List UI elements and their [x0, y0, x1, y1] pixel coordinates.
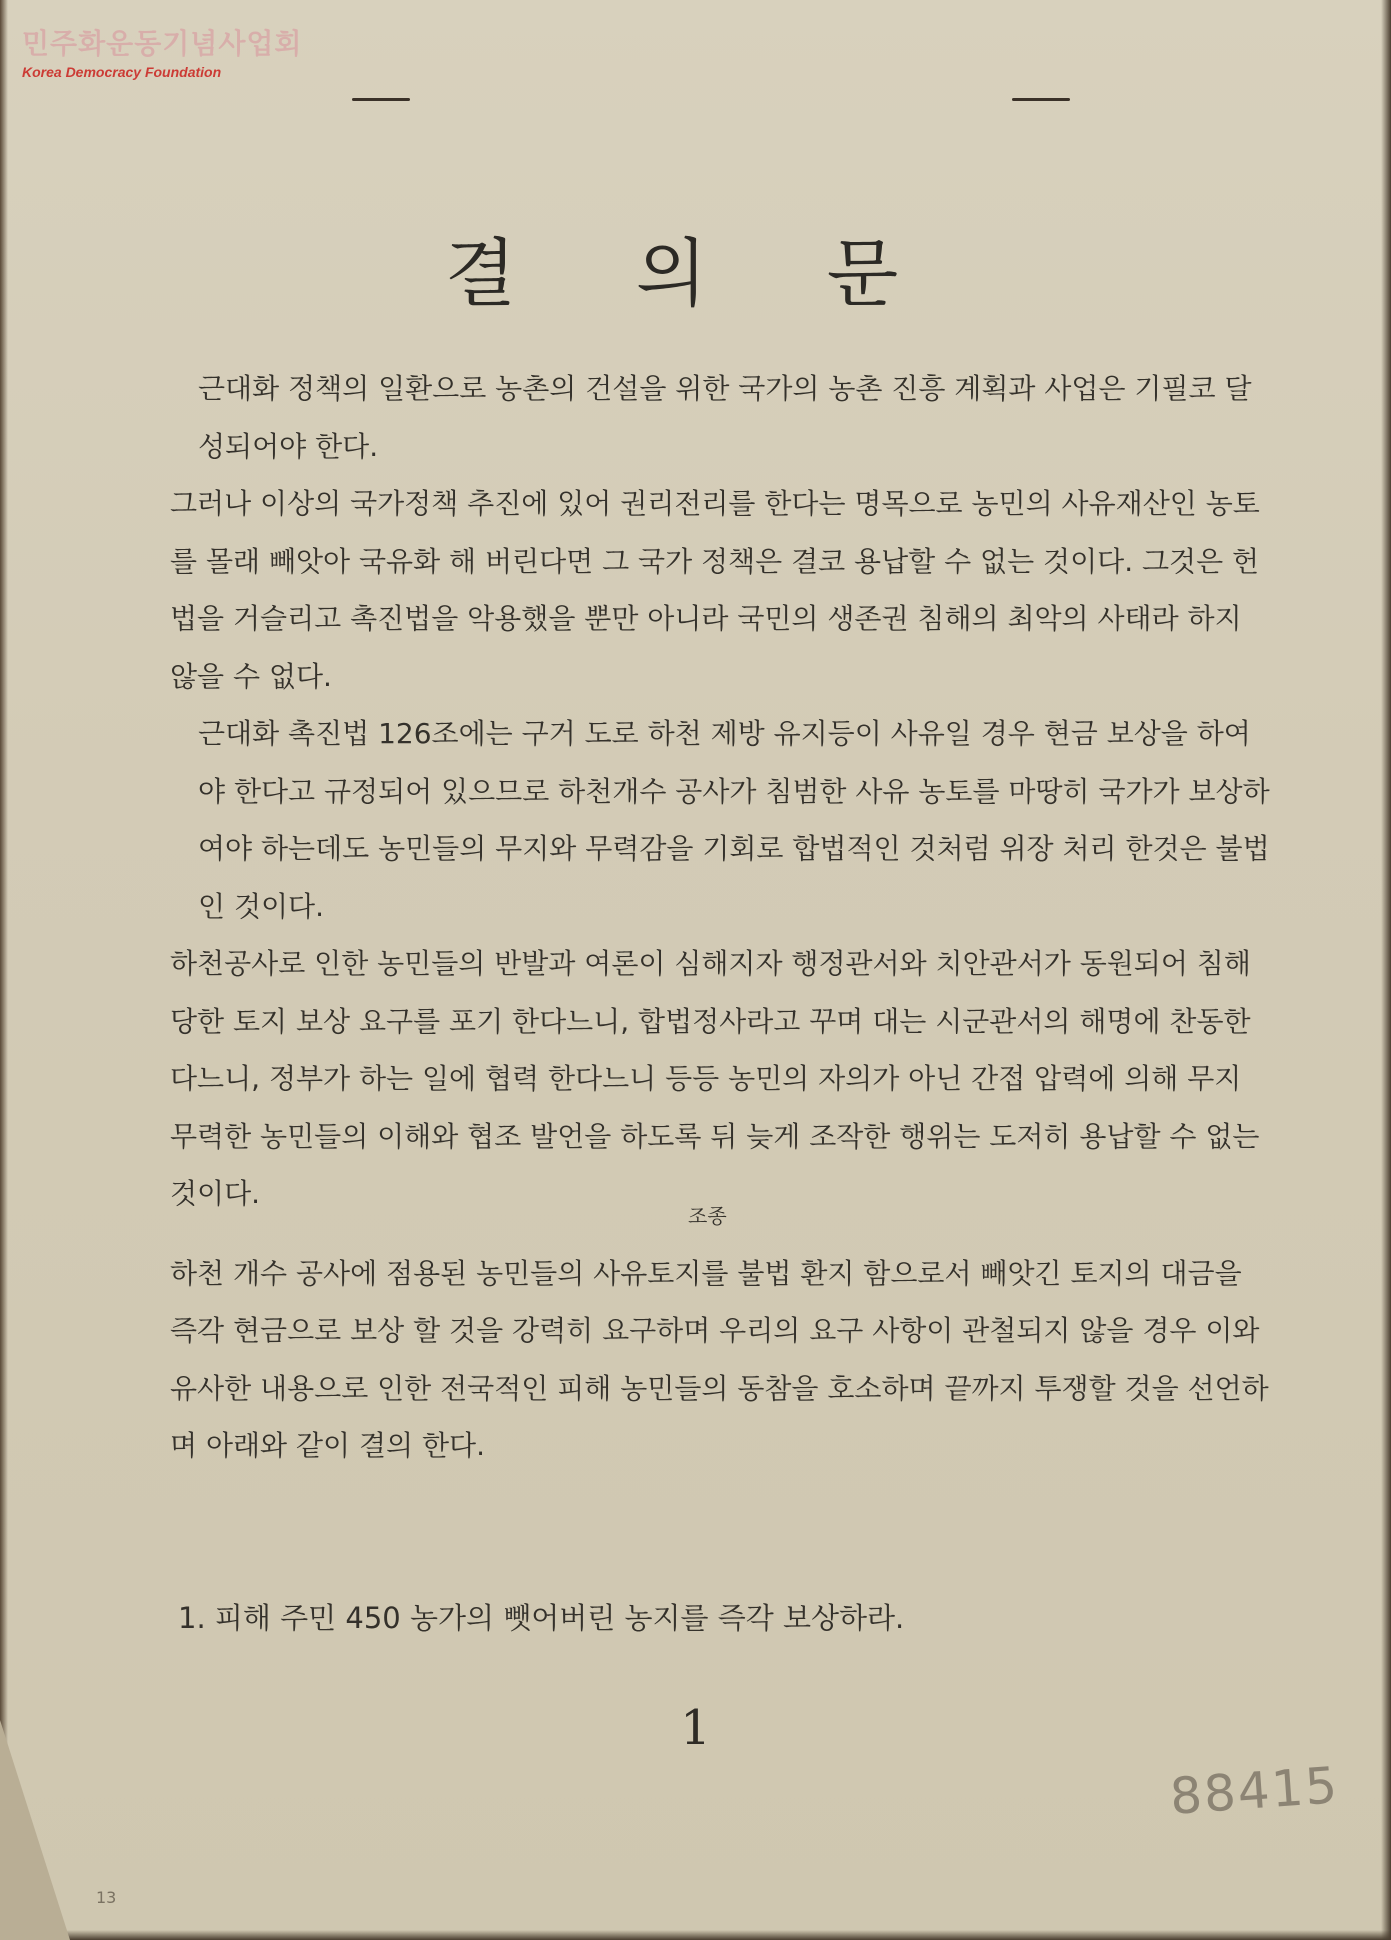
paragraph-3: 근대화 촉진법 126조에는 구거 도로 하천 제방 유지등이 사유일 경우 현금 보상을 하여야 한다고 규정되어 있으므로 하천개수 공사가 침범한 사유 농토를 마땅히 국가가 보상하여야 하는데도 농민들의 무지와 무력감을 기회로 합법적인 것처럼 위장 처리 한것은 불법인 것이다. [198, 717, 1270, 923]
document-body [170, 360, 1270, 1475]
page-bottom-edge [0, 1930, 1391, 1940]
foundation-watermark [22, 22, 302, 80]
document-title: 결 의 문 [444, 231, 947, 317]
paragraph-5: 하천 개수 공사에 점용된 농민들의 사유토지를 불법 환지 함으로서 빼앗긴 토지의 대금을 즉각 현금으로 보상 할 것을 강력히 요구하며 우리의 요구 사항이 관철되지 않을 경우 이와 유사한 내용으로 인한 전국적인 피해 농민들의 동참을 호소하며 끝까지 투쟁할 것을 선언하며 아래와 같이 결의 한다. [170, 1256, 1269, 1462]
resolution-item: 1. 피해 주민 450 농가의 뺏어버린 농지를 즉각 보상하라. [178, 1601, 905, 1635]
archive-number: 88415 [1168, 1756, 1341, 1826]
watermark-korean: 민주화운동기념사업회 [22, 27, 303, 60]
page-number: 1 [680, 1700, 711, 1756]
interlinear-note: 조종 [688, 1204, 727, 1228]
staple-mark-right [1012, 98, 1070, 101]
paragraph-4: 하천공사로 인한 농민들의 반발과 여론이 심해지자 행정관서와 치안관서가 동원되어 침해 당한 토지 보상 요구를 포기 한다느니, 합법정사라고 꾸며 대는 시군관서의 해명에 찬동한다느니, 정부가 하는 일에 협력 한다느니 등등 농민의 자의가 아닌 간접 압력에 의해 무지 무력한 농민들의 이해와 협조 발언을 하도록 뒤 늦게 조작한 행위는 도저히 용납할 수 없는 것이다. [170, 947, 1260, 1210]
staple-mark-left [352, 98, 410, 101]
paragraph-1: 근대화 정책의 일환으로 농촌의 건설을 위한 국가의 농촌 진흥 계획과 사업은 기필코 달성되어야 한다. [198, 372, 1252, 463]
margin-mark: 13 [96, 1888, 117, 1907]
paragraph-2: 그러나 이상의 국가정책 추진에 있어 권리전리를 한다는 명목으로 농민의 사유재산인 농토를 몰래 빼앗아 국유화 해 버린다면 그 국가 정책은 결코 용납할 수 없는 것이다. 그것은 헌법을 거슬리고 촉진법을 악용했을 뿐만 아니라 국민의 생존권 침해의 최악의 사태라 하지 않을 수 없다. [170, 487, 1260, 693]
watermark-english: Korea Democracy Foundation [22, 64, 222, 80]
